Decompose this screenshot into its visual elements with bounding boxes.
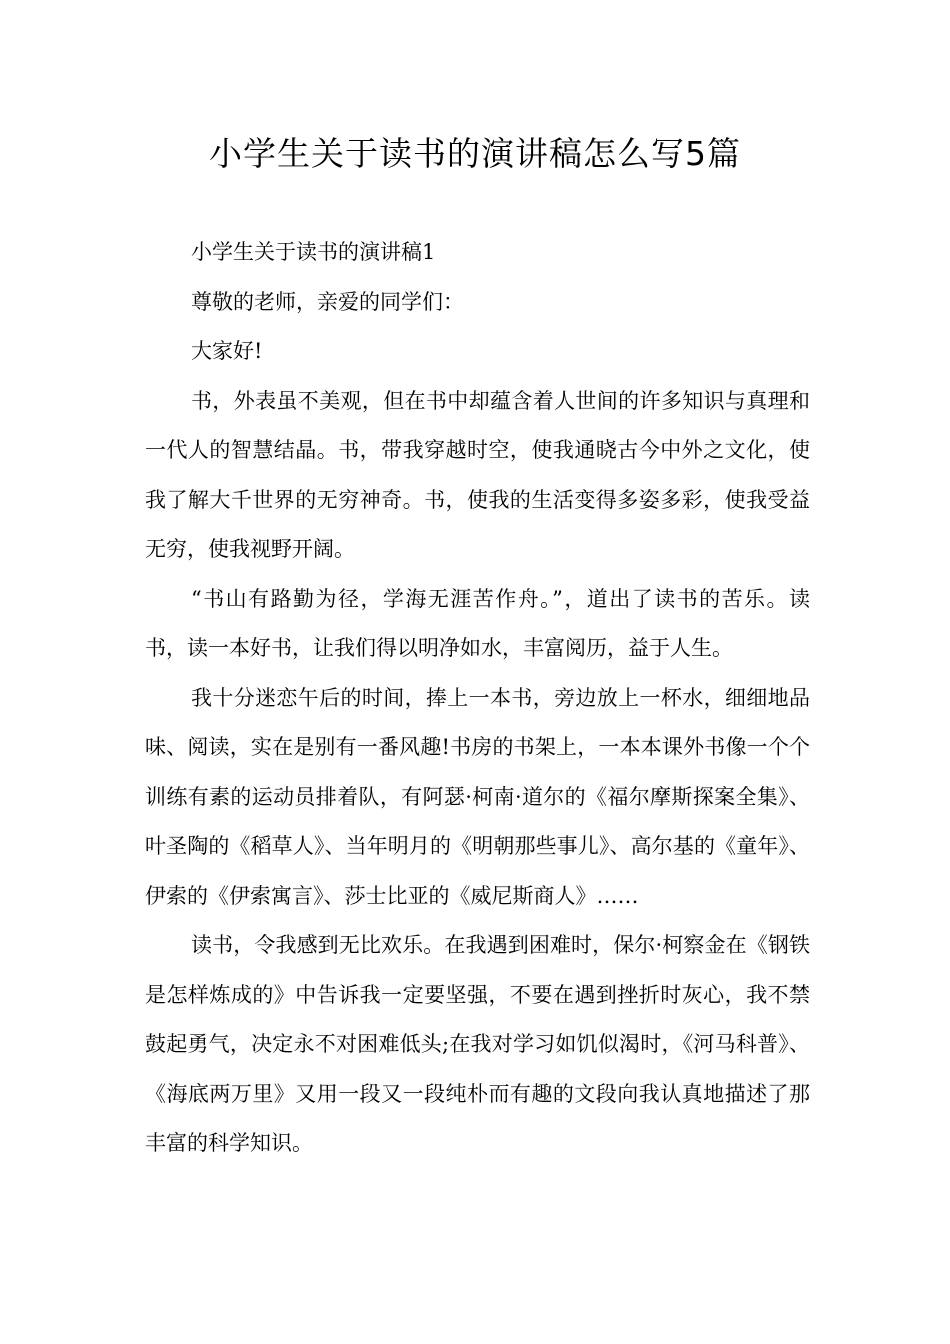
salutation: 尊敬的老师，亲爱的同学们： (191, 289, 464, 314)
document-body (145, 228, 810, 1169)
section-heading: 小学生关于读书的演讲稿1 (191, 240, 436, 264)
greeting: 大家好! (191, 339, 263, 363)
body-paragraph: 我十分迷恋午后的时间，捧上一本书，旁边放上一杯水，细细地品味、阅读，实在是别有一番风趣!书房的书架上，一本本课外书像一个个训练有素的运动员排着队，有阿瑟·柯南·道尔的《福尔摩斯探案全集》、叶圣陶的《稻草人》、当年明月的《明朝那些事儿》、高尔基的《童年》、伊索的《伊索寓言》、莎士比亚的《威尼斯商人》…… (145, 685, 810, 908)
document-title: 小学生关于读书的演讲稿怎么写5篇 (209, 134, 741, 173)
body-paragraph: 书，外表虽不美观，但在书中却蕴含着人世间的许多知识与真理和一代人的智慧结晶。书，带我穿越时空，使我通晓古今中外之文化，使我了解大千世界的无穷神奇。书，使我的生活变得多姿多彩，使我受益无穷，使我视野开阔。 (145, 388, 810, 561)
body-paragraph: 读书，令我感到无比欢乐。在我遇到困难时，保尔·柯察金在《钢铁是怎样炼成的》中告诉我一定要坚强，不要在遇到挫折时灰心，我不禁鼓起勇气，决定永不对困难低头;在我对学习如饥似渴时，《河马科普》、《海底两万里》又用一段又一段纯朴而有趣的文段向我认真地描述了那丰富的科学知识。 (145, 933, 810, 1155)
body-paragraph: “书山有路勤为径，学海无涯苦作舟。”，道出了读书的苦乐。读书，读一本好书，让我们得以明净如水，丰富阅历，益于人生。 (145, 586, 810, 660)
